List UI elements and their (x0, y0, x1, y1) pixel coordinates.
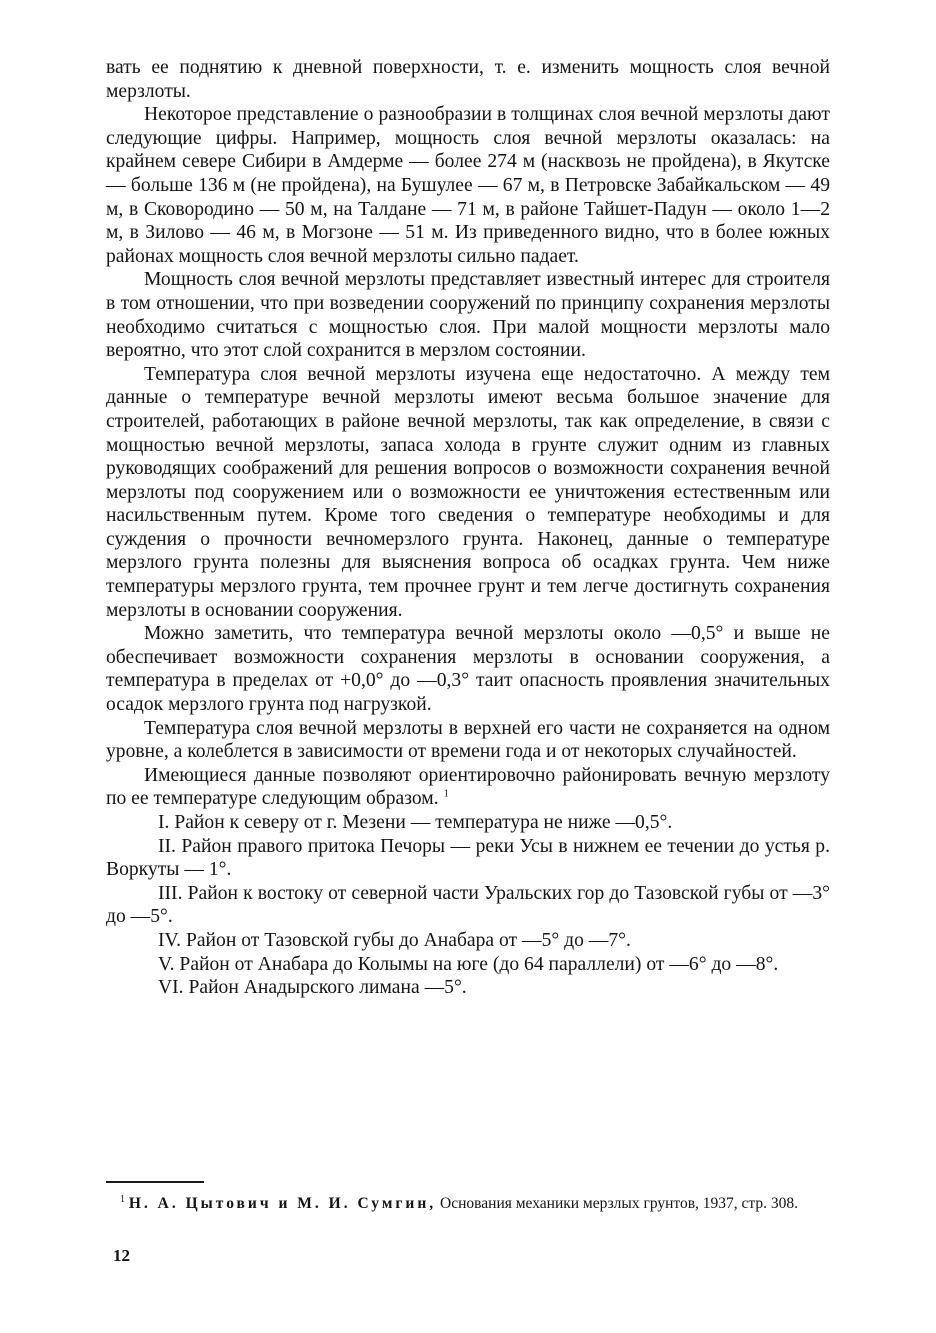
region-item: III. Район к востоку от северной части Уральских гор до Тазовской губы от —3° до —5°. (106, 882, 830, 928)
region-item: V. Район от Анабара до Колымы на юге (до 64 параллели) от —6° до —8°. (158, 953, 779, 975)
paragraph-thickness: Некоторое представление о разнообразии в толщинах слоя вечной мерзлоты дают следующие цифры. Например, мощность слоя вечной мерзлоты оказалась: на крайнем севере Сибири в Амдерме — более 274 м (насквозь не пройдена), в Якутске — больше 136 м (не пройдена), на Бушулее — 67 м, в Петровске Забайкальском — 49 м, в Сковородино — 50 м, на Талдане — 71 м, в районе Тайшет-Падун — около 1—2 м, в Зилово — 46 м, в Могзоне — 51 м. Из приведенного видно, что в более южных районах мощность слоя вечной мерзлоты сильно падает. (106, 104, 830, 267)
paragraph-fluctuation: Температура слоя вечной мерзлоты в верхней его части не сохраняется на одном уровне, а колеблется в зависимости от времени года и от некоторых случайностей. (106, 717, 830, 763)
region-item: VI. Район Анадырского лимана —5°. (158, 977, 467, 999)
footnote-reference: 1 (443, 787, 449, 800)
region-item: II. Район правого притока Печоры — реки Усы в нижнем ее течении до устья р. Воркуты — 1°. (106, 835, 830, 881)
paragraph-temperature: Температура слоя вечной мерзлоты изучена еще недостаточно. А между тем данные о температуре вечной мерзлоты имеют весьма большое значение для строителей, работающих в районе вечной мерзлоты, так как определение, в связи с мощностью вечной мерзлоты, запаса холода в грунте служит одним из главных руководящих соображений для решения вопросов о возможности сохранения вечной мерзлоты под сооружением или о возможности ее уничтожения естественным или насильственным путем. Кроме того сведения о температуре необходимы и для суждения о прочности вечномерзлого грунта. Наконец, данные о температуре мерзлого грунта полезны для выяснения вопроса об осадках грунта. Чем ниже температуры мерзлого грунта, тем прочнее грунт и тем легче достигнуть сохранения мерзлоты в основании сооружения. (106, 363, 830, 621)
region-item: IV. Район от Тазовской губы до Анабара от —5° до —7°. (158, 929, 631, 951)
paragraph-zoning-text: Имеющиеся данные позволяют ориентировочно районировать вечную мерзлоту по ее температуре следующим образом. (106, 764, 830, 810)
footnote-authors: Н. А. Цытович и М. И. Сумгин, (128, 1195, 437, 1212)
footnote-divider (106, 1181, 204, 1183)
paragraph-zoning (106, 764, 830, 811)
paragraph-builder-interest: Мощность слоя вечной мерзлоты представляет известный интерес для строителя в том отношении, что при возведении сооружений по принципу сохранения мерзлоты необходимо считаться с мощностью слоя. При малой мощности мерзлоты мало вероятно, что этот слой сохранится в мерзлом состоянии. (106, 269, 830, 362)
paragraph-continuation: вать ее поднятию к дневной поверхности, т. е. изменить мощность слоя вечной мерзлоты. (106, 57, 830, 102)
paragraph-observation: Можно заметить, что температура вечной мерзлоты около —0,5° и выше не обеспечивает возможности сохранения мерзлоты в основании сооружения, а температура в пределах от +0,0° до —0,3° таит опасность проявления значительных осадок мерзлого грунта под нагрузкой. (106, 623, 830, 716)
body-text (106, 56, 830, 1000)
footnote-citation: Основания механики мерзлых грунтов, 1937, стр. 308. (440, 1195, 799, 1212)
footnote (106, 1194, 830, 1214)
region-list (106, 811, 830, 1000)
region-item: I. Район к северу от г. Мезени — температура не ниже —0,5°. (158, 812, 673, 833)
footnote-marker: 1 (120, 1193, 125, 1205)
page-number: 12 (113, 1246, 130, 1265)
